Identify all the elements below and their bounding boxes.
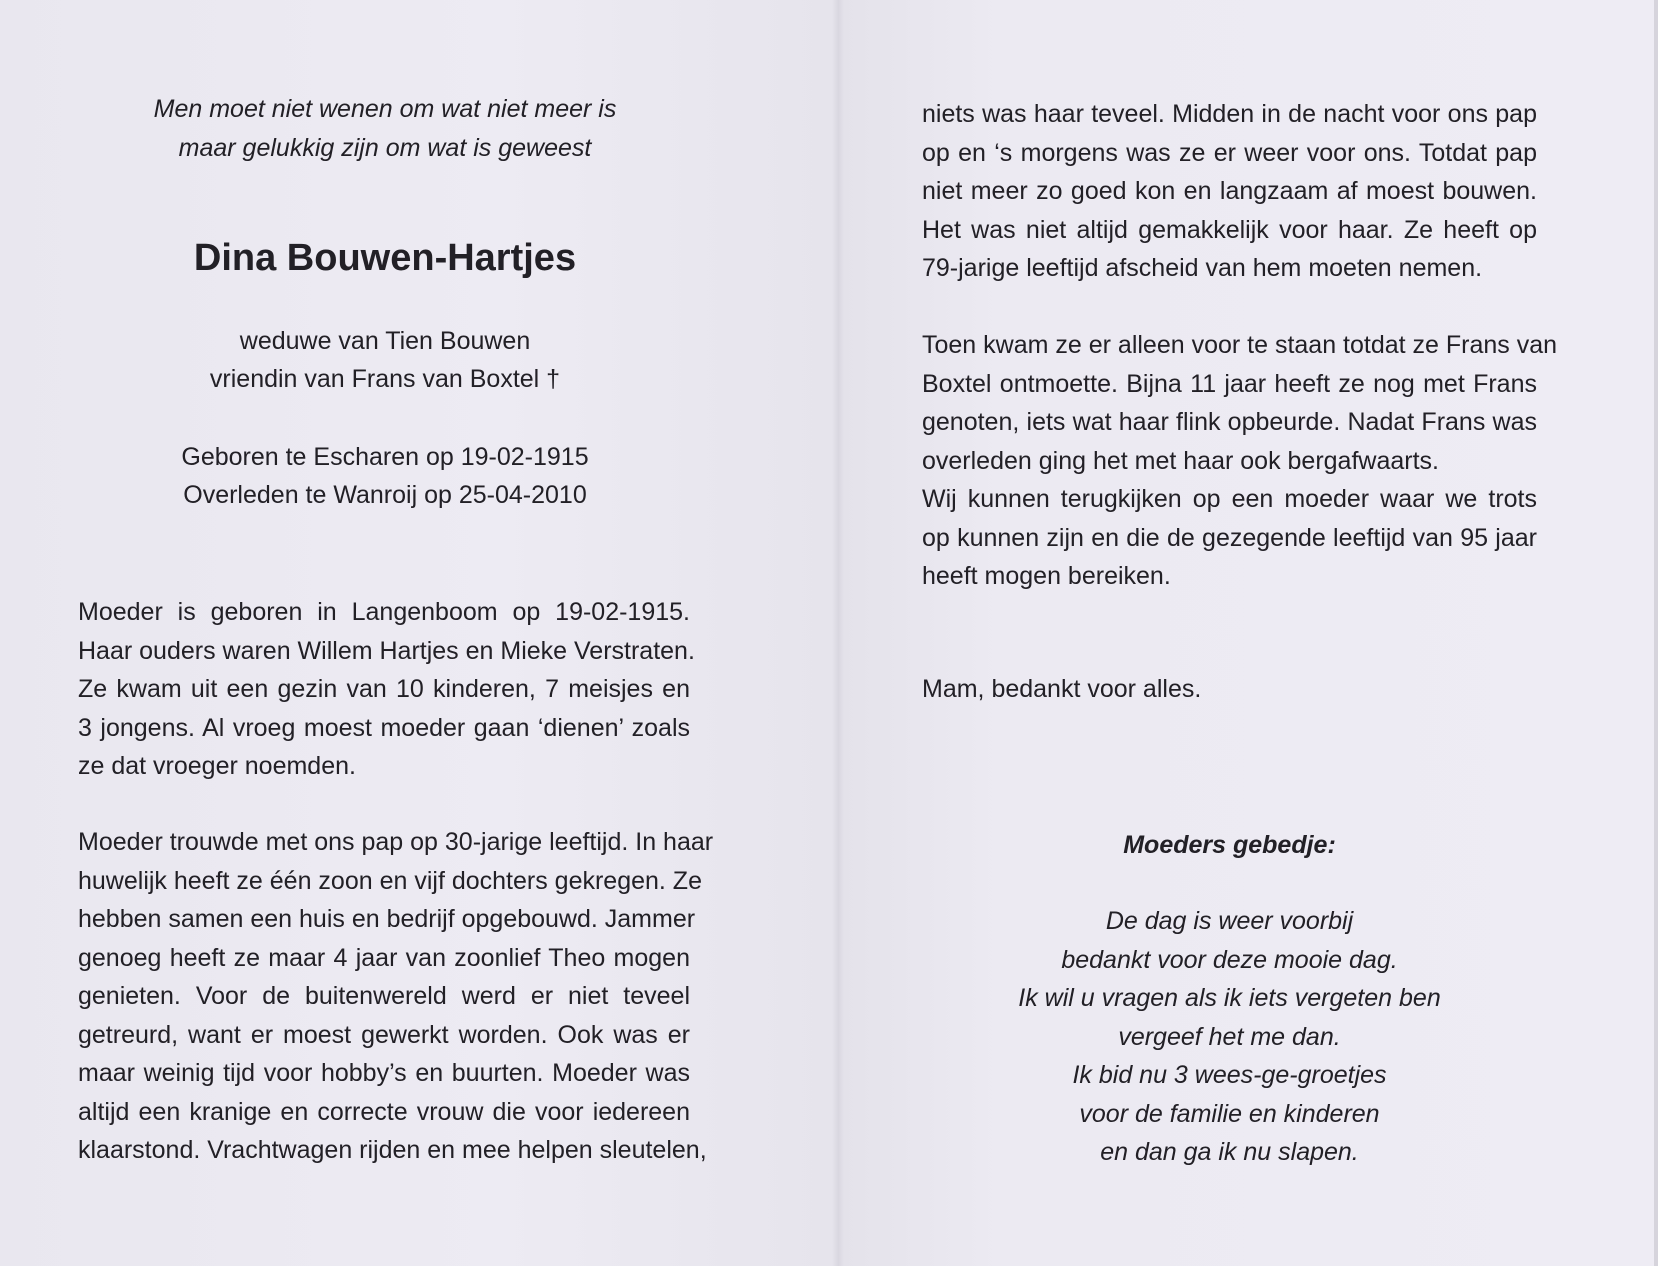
birth-line: Geboren te Escharen op 19-02-1915 (181, 443, 589, 471)
text-line: Moeder trouwde met ons pap op 30-jarige leeftijd. In haar (78, 828, 714, 856)
text-line: niet meer zo goed kon en langzaam af moest bouwen. (922, 177, 1537, 205)
thanks-line: Mam, bedankt voor alles. (922, 675, 1202, 703)
biography-paragraph-1 (78, 593, 695, 786)
text-line: huwelijk heeft ze één zoon en vijf dochters gekregen. Ze (78, 866, 702, 895)
prayer-line: en dan ga ik nu slapen. (1100, 1138, 1359, 1166)
text-line: Moeder is geboren in Langenboom op 19-02-1915. (78, 598, 690, 626)
text-line: maar weinig tijd voor hobby’s en buurten. Moeder was (78, 1059, 690, 1087)
text-line: genoeg heeft ze maar 4 jaar van zoonlief Theo mogen (78, 943, 690, 972)
text-line: getreurd, want er moest gewerkt worden. Ook was er (78, 1020, 690, 1049)
card-fold (832, 0, 844, 1266)
text-line: Boxtel ontmoette. Bijna 11 jaar heeft ze nog met Frans (922, 369, 1537, 398)
text-line: ze dat vroeger noemden. (78, 752, 356, 780)
text-line: altijd een kranige en correcte vrouw die voor iedereen (78, 1097, 690, 1126)
motto-line: maar gelukkig zijn om wat is geweest (178, 134, 592, 162)
prayer-line: Ik bid nu 3 wees-ge-groetjes (1072, 1061, 1387, 1089)
motto (110, 90, 660, 168)
text-line: heeft mogen bereiken. (922, 562, 1171, 590)
text-line: 3 jongens. Al vroeg moest moeder gaan ‘dienen’ zoals (78, 713, 690, 742)
text-line: genoten, iets wat haar flink opbeurde. Nadat Frans was (922, 408, 1537, 436)
relation-line: vriendin van Frans van Boxtel † (209, 365, 561, 393)
text-line: klaarstond. Vrachtwagen rijden en mee helpen sleutelen, (78, 1136, 707, 1164)
prayer-line: De dag is weer voorbij (1105, 907, 1354, 935)
prayer-title: Moeders gebedje: (1123, 831, 1336, 859)
text-line: Ze kwam uit een gezin van 10 kinderen, 7 meisjes en (78, 675, 690, 703)
text-line: Wij kunnen terugkijken op een moeder waar we trots (922, 485, 1537, 513)
text-line: op en ‘s morgens was ze er weer voor ons. Totdat pap (922, 138, 1537, 167)
death-line: Overleden te Wanroij op 25-04-2010 (183, 481, 587, 509)
prayer-line: voor de familie en kinderen (1079, 1099, 1380, 1128)
text-line: genieten. Voor de buitenwereld werd er niet teveel (78, 982, 690, 1010)
motto-line: Men moet niet wenen om wat niet meer is (153, 95, 617, 123)
prayer (922, 902, 1537, 1172)
relation-line: weduwe van Tien Bouwen (239, 327, 531, 355)
prayer-line: bedankt voor deze mooie dag. (1061, 945, 1398, 974)
biography-paragraph-2 (78, 823, 714, 1170)
text-line: hebben samen een huis en bedrijf opgebouwd. Jammer (78, 905, 696, 933)
prayer-line: Ik wil u vragen als ik iets vergeten ben (1018, 984, 1441, 1012)
text-line: 79-jarige leeftijd afscheid van hem moeten nemen. (922, 254, 1483, 282)
text-line: Het was niet altijd gemakkelijk voor haar. Ze heeft op (922, 215, 1537, 244)
text-line: Haar ouders waren Willem Hartjes en Mieke Verstraten. (78, 636, 695, 665)
prayer-line: vergeef het me dan. (1118, 1022, 1341, 1051)
biography-paragraph-4 (922, 326, 1558, 596)
relations (110, 322, 660, 398)
biography-paragraph-3 (922, 95, 1537, 288)
card-edge (1654, 0, 1658, 1266)
text-line: Toen kwam ze er alleen voor te staan totdat ze Frans van (922, 331, 1558, 359)
text-line: overleden ging het met haar ook bergafwaarts. (922, 446, 1439, 475)
text-line: op kunnen zijn en die de gezegende leeftijd van 95 jaar (922, 523, 1537, 552)
deceased-name: Dina Bouwen-Hartjes (193, 237, 577, 279)
text-line: niets was haar teveel. Midden in de nacht voor ons pap (922, 100, 1537, 128)
life-dates (110, 438, 660, 514)
